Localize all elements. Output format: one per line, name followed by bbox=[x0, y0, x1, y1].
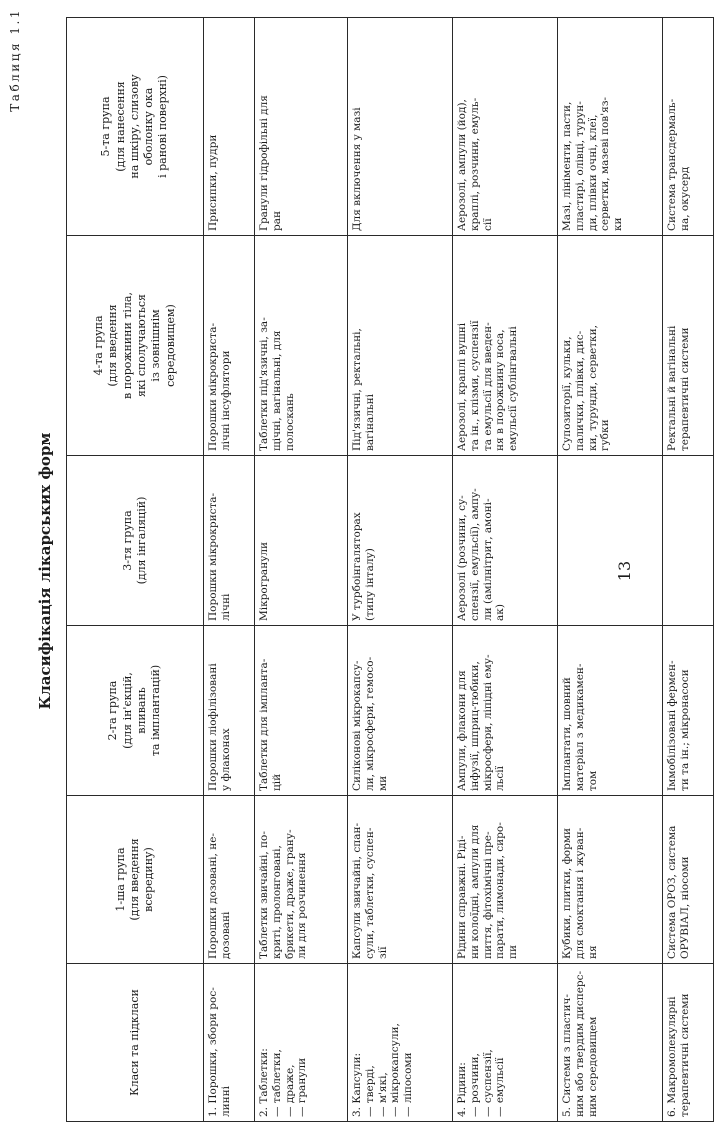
table-header-row bbox=[67, 18, 204, 1122]
table-cell: Порошки мікрокриста- лічні bbox=[204, 456, 255, 626]
table-cell: Порошки мікрокриста- лічні інсуфлятори bbox=[204, 236, 255, 456]
table-row-tablets bbox=[255, 18, 348, 1122]
column-header-group-2: 2-га група (для ін'єкцій, вливань та імплантацій) bbox=[67, 626, 204, 796]
table-cell: 4. Рідини: — розчини, — суспензії, — емульсії bbox=[453, 964, 558, 1122]
table-cell: Таблетки звичайні, по- криті, пролонговані, брикети, драже, грану- ли для розчинення bbox=[255, 796, 348, 964]
page-title: Класифікація лікарських форм bbox=[36, 432, 54, 710]
table-cell: У турбоінгаляторах (типу інталу) bbox=[348, 456, 453, 626]
table-cell: Іммобілізовані фермен- ти та ін.; мікронасоси bbox=[663, 626, 714, 796]
table-cell: 2. Таблетки: — таблетки, — драже, — гранули bbox=[255, 964, 348, 1122]
table-cell: 1. Порошки, збори рос- линні bbox=[204, 964, 255, 1122]
table-cell: Таблетки під'язичні, за- щічні, вагінальні, для полоскань bbox=[255, 236, 348, 456]
table-cell: Мікрогранули bbox=[255, 456, 348, 626]
column-header-group-1: 1-ша група (для введення всередину) bbox=[67, 796, 204, 964]
table-row-macromolecular bbox=[663, 18, 714, 1122]
table-cell bbox=[558, 456, 663, 626]
table-cell: Таблетки для імпланта- цій bbox=[255, 626, 348, 796]
table-cell: Мазі, лініменти, пасти, пластирі, олівці, турун- ди, плівки очні, клеї, серветки, мазеві пов'яз- ки bbox=[558, 18, 663, 236]
table-cell: 3. Капсули: — тверді, — м'які, — мікрокапсули, — ліпосоми bbox=[348, 964, 453, 1122]
table-cell: Імплантати, шовний матеріал з медикамен- том bbox=[558, 626, 663, 796]
table-cell: Система ОРОЗ, система ОРУВІАЛ, ніосоми bbox=[663, 796, 714, 964]
column-header-group-3: 3-тя група (для інгаляцій) bbox=[67, 456, 204, 626]
table-cell: 5. Системи з пластич- ним або твердим дисперс- ним середовищем bbox=[558, 964, 663, 1122]
table-cell: Система трансдермаль- на, окусерд bbox=[663, 18, 714, 236]
table-cell: Силіконові мікрокапсу- ли, мікросфери, гемосо- ми bbox=[348, 626, 453, 796]
table-cell: Супозиторії, кульки, палички, плівки, дис- ки, турунди, серветки, губки bbox=[558, 236, 663, 456]
table-cell: Рідини справжні. Рідi- ни колоїдні, ампули для пиття, фітохімічні пре- парати, лимонади, сиро- пи bbox=[453, 796, 558, 964]
page-number: 13 bbox=[615, 560, 634, 582]
column-header-classes: Класи та підкласи bbox=[67, 964, 204, 1122]
table-cell: Кубики, плитки, форми для смоктання і жуван- ня bbox=[558, 796, 663, 964]
table-cell: Для включення у мазі bbox=[348, 18, 453, 236]
table-cell: Аерозолі, краплі вушні та ін., клізми, суспензії та емульсії для введен- ня в порожнину носа, емульсії сублінгвальні bbox=[453, 236, 558, 456]
table-cell: Порошки ліофілізовані у флаконах bbox=[204, 626, 255, 796]
table-cell bbox=[663, 456, 714, 626]
table-row-liquids bbox=[453, 18, 558, 1122]
table-cell: Аерозолі (розчини, су- спензії, емульсії), ампу- ли (амілнітрит, амоні- ак) bbox=[453, 456, 558, 626]
table-cell: Присипки, пудри bbox=[204, 18, 255, 236]
table-cell: Капсули звичайні, спан- сули, таблетки, суспен- зії bbox=[348, 796, 453, 964]
table-cell: Ректальні й вагінальні терапевтичні системи bbox=[663, 236, 714, 456]
column-header-group-5: 5-та група (для нанесення на шкіру, слизову оболонку ока і ранові поверхні) bbox=[67, 18, 204, 236]
table-cell: Аерозолі, ампули (йод), краплі, розчини, емуль- сії bbox=[453, 18, 558, 236]
table-caption: Таблиця 1.1 bbox=[8, 8, 22, 112]
column-header-group-4: 4-та група (для введення в порожнини тіла, які сполучаються із зовнішнім середовищем) bbox=[67, 236, 204, 456]
table-row-capsules bbox=[348, 18, 453, 1122]
table-cell: Гранули гідрофільні для ран bbox=[255, 18, 348, 236]
table-cell: Ампули, флакони для інфузії, шприц-тюбики, мікросфери, ліпідні ему- льсії bbox=[453, 626, 558, 796]
table-row-plastic-systems bbox=[558, 18, 663, 1122]
table-cell: Порошки дозовані, не- дозовані bbox=[204, 796, 255, 964]
table-row-powders bbox=[204, 18, 255, 1122]
table-cell: 6. Макромолекулярні терапевтичні системи bbox=[663, 964, 714, 1122]
table-cell: Під'язичні, ректальні, вагінальні bbox=[348, 236, 453, 456]
